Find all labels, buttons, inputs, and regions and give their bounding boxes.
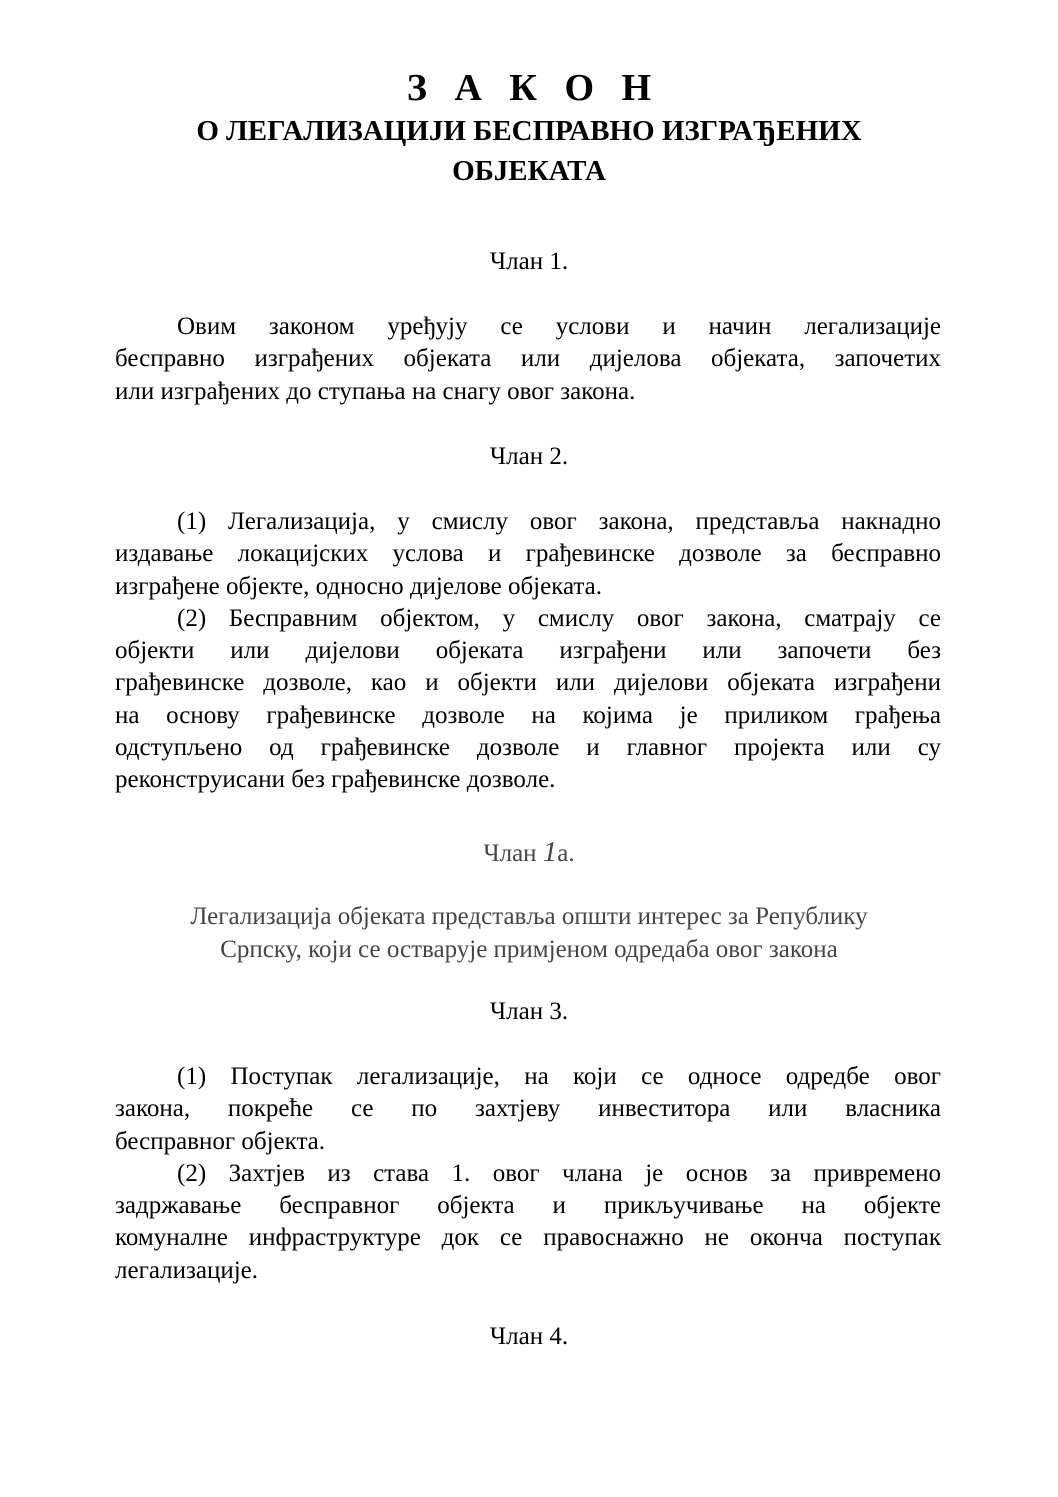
article-1-line: или изграђених до ступања на снагу овог закона. bbox=[115, 377, 636, 405]
article-2-line: на основу грађевинске дозволе на којима је приликом грађења bbox=[115, 701, 941, 729]
article-1a-body bbox=[0, 900, 1058, 966]
law-subtitle-line-2: ОБЈЕКАТА bbox=[452, 155, 606, 187]
article-3-line: закона, покреће се по захтјеву инвеститора или власника bbox=[115, 1095, 941, 1123]
article-1a-heading bbox=[0, 837, 1058, 869]
article-1-line: бесправно изграђених објеката или дијелова објеката, започетих bbox=[115, 345, 941, 373]
article-4-heading: Члан 4. bbox=[489, 1323, 569, 1350]
article-2-line: грађевинске дозволе, као и објекти или дијелови објеката изграђени bbox=[115, 669, 941, 697]
article-3-line: (2) Захтјев из става 1. овог члана је основ за привремено bbox=[177, 1159, 941, 1187]
article-3-body bbox=[115, 1061, 941, 1287]
article-3-line: задржавање бесправног објекта и прикључивање на објекте bbox=[115, 1192, 941, 1220]
article-2-line: реконструисани без грађевинске дозволе. bbox=[115, 766, 556, 794]
article-2-line: изграђене објекте, односно дијелове објеката. bbox=[115, 572, 602, 600]
article-1a-heading-suffix: а. bbox=[557, 840, 575, 867]
article-1a-line: Српску, који се остварује примјеном одредаба овог закона bbox=[220, 936, 838, 963]
article-2-body bbox=[115, 506, 941, 797]
article-2-line: издавање локацијских услова и грађевинске дозволе за бесправно bbox=[115, 540, 941, 568]
article-1a-line: Легализација објеката представља општи интерес за Републику bbox=[190, 903, 868, 930]
article-1-heading: Члан 1. bbox=[489, 248, 569, 275]
article-1-line: Овим законом уређују се услови и начин легализације bbox=[177, 313, 941, 340]
article-2-heading: Члан 2. bbox=[489, 443, 569, 470]
law-subtitle-line-1: О ЛЕГАЛИЗАЦИЈИ БЕСПРАВНО ИЗГРАЂЕНИХ bbox=[196, 115, 862, 147]
article-1a-heading-prefix: Члан bbox=[483, 840, 543, 867]
article-2-line: објекти или дијелови објеката изграђени или започети без bbox=[115, 637, 941, 665]
law-title: З А К О Н bbox=[406, 67, 661, 109]
article-3-line: легализације. bbox=[115, 1256, 259, 1284]
article-2-line: одступљено од грађевинске дозволе и главног пројекта или су bbox=[115, 734, 941, 762]
article-2-line: (2) Бесправним објектом, у смислу овог закона, сматрају се bbox=[177, 604, 941, 632]
article-3-line: бесправног објекта. bbox=[115, 1127, 326, 1155]
document-title-block bbox=[0, 66, 1058, 190]
article-2-line: (1) Легализација, у смислу овог закона, представља накнадно bbox=[177, 508, 941, 535]
article-1a-heading-number: 1 bbox=[542, 836, 558, 868]
article-1-body bbox=[115, 311, 941, 408]
article-3-line: (1) Поступак легализације, на који се односе одредбе овог bbox=[177, 1063, 941, 1090]
article-3-line: комуналне инфраструктуре док се правоснажно не оконча поступак bbox=[115, 1224, 941, 1252]
article-3-heading: Члан 3. bbox=[489, 998, 569, 1025]
